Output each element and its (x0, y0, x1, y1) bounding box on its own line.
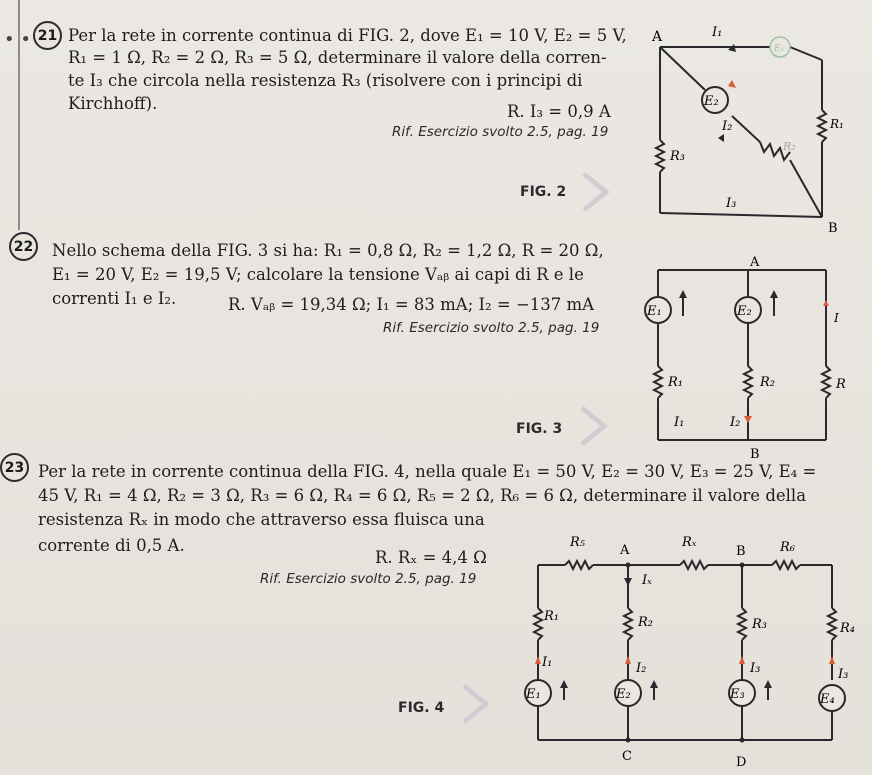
ex21-answer: R. I₃ = 0,9 A (507, 102, 611, 121)
fig3-i1-label: I₁ (674, 415, 685, 430)
ex21-line-4: Kirchhoff). (68, 94, 158, 113)
ex22-line-2: E₁ = 20 V, E₂ = 19,5 V; calcolare la tensione Vₐᵦ ai capi di R e le (52, 265, 584, 284)
ex22-line-3: correnti I₁ e I₂. (52, 289, 177, 308)
bullet-dots: • • (4, 29, 31, 50)
fig4-ix-label: Iₓ (642, 573, 652, 588)
fig3-r-label: R (836, 377, 846, 392)
exercise-number-23: 23 (0, 453, 29, 482)
fig3-e1-label: E₁ (647, 304, 662, 319)
fig4-circuit-diagram (510, 528, 860, 773)
fig4-i4-label: I₃ (838, 667, 849, 682)
fig3-node-b: B (750, 447, 760, 462)
ex23-answer: R. Rₓ = 4,4 Ω (375, 548, 487, 567)
fig4-node-d: D (736, 755, 747, 770)
ex22-answer: R. Vₐᵦ = 19,34 Ω; I₁ = 83 mA; I₂ = −137 mA (228, 295, 595, 314)
fig4-r3-label: R₃ (752, 617, 767, 632)
fig3-circuit-diagram (638, 248, 848, 466)
ex23-reference: Rif. Esercizio svolto 2.5, pag. 19 (260, 571, 477, 587)
fig4-e3-label: E₃ (730, 687, 745, 702)
fig4-r6-label: R₆ (780, 540, 795, 555)
fig4-r4-label: R₄ (840, 621, 855, 636)
ex23-line-3: resistenza Rₓ in modo che attraverso essa fluisca una (38, 510, 485, 529)
fig2-circuit-diagram (640, 20, 855, 240)
fig2-node-b: B (828, 221, 838, 236)
fig3-r1-label: R₁ (668, 375, 683, 390)
fig2-r2-label: R₂ (783, 140, 796, 153)
fig3-r2-label: R₂ (760, 375, 775, 390)
fig2-e1-label: E₁ (774, 44, 785, 54)
fig4-i1-label: I₁ (542, 655, 553, 670)
fig4-node-c: C (622, 749, 632, 764)
fig4-e4-label: E₄ (820, 692, 835, 707)
fig2-r3-label: R₃ (670, 149, 685, 164)
fig2-i1-label: I₁ (712, 25, 723, 40)
fig3-i-label: I (834, 311, 839, 325)
ex21-line-3: te I₃ che circola nella resistenza R₃ (risolvere con i principi di (68, 71, 583, 90)
fig3-caption: FIG. 3 (516, 421, 563, 437)
fig4-i3-label: I₃ (750, 661, 761, 676)
ex22-reference: Rif. Esercizio svolto 2.5, pag. 19 (383, 320, 600, 336)
fig4-node-a: A (620, 543, 630, 558)
ex23-line-4: corrente di 0,5 A. (38, 536, 185, 555)
fig2-chevron-icon (578, 170, 612, 214)
fig4-rx-label: Rₓ (682, 535, 697, 550)
fig2-caption: FIG. 2 (520, 184, 567, 200)
ex23-line-2: 45 V, R₁ = 4 Ω, R₂ = 3 Ω, R₃ = 6 Ω, R₄ = 6 Ω, R₅ = 2 Ω, R₆ = 6 Ω, determinare il valore della (38, 486, 807, 505)
fig4-r5-label: R₅ (570, 535, 585, 550)
fig4-r1-label: R₁ (544, 609, 559, 624)
fig4-chevron-icon (458, 682, 492, 726)
fig2-i2-label: I₂ (722, 119, 733, 134)
fig2-e2-label: E₂ (704, 94, 719, 109)
exercise-number-21: 21 (33, 21, 62, 50)
ex21-reference: Rif. Esercizio svolto 2.5, pag. 19 (392, 124, 609, 140)
fig2-i3-label: I₃ (726, 196, 737, 211)
fig4-node-b: B (736, 544, 746, 559)
fig4-caption: FIG. 4 (398, 700, 445, 716)
fig3-node-a: A (750, 255, 760, 270)
fig3-i2-label: I₂ (730, 415, 741, 430)
ex23-line-1: Per la rete in corrente continua della FIG. 4, nella quale E₁ = 50 V, E₂ = 30 V, E₃ = 25 V, E₄ = (38, 462, 817, 481)
fig2-node-a: A (652, 29, 663, 45)
fig4-e2-label: E₂ (616, 687, 631, 702)
fig3-chevron-icon (576, 404, 610, 448)
ex21-line-2: R₁ = 1 Ω, R₂ = 2 Ω, R₃ = 5 Ω, determinare il valore della corren- (68, 48, 607, 67)
ex22-line-1: Nello schema della FIG. 3 si ha: R₁ = 0,8 Ω, R₂ = 1,2 Ω, R = 20 Ω, (52, 241, 604, 260)
fig4-i2-label: I₂ (636, 661, 647, 676)
fig4-r2-label: R₂ (638, 615, 653, 630)
fig2-r1-label: R₁ (830, 117, 844, 131)
exercise-number-22: 22 (9, 232, 38, 261)
ex21-line-1: Per la rete in corrente continua di FIG. 2, dove E₁ = 10 V, E₂ = 5 V, (68, 26, 627, 45)
fig3-e2-label: E₂ (737, 304, 752, 319)
fig4-e1-label: E₁ (526, 687, 541, 702)
